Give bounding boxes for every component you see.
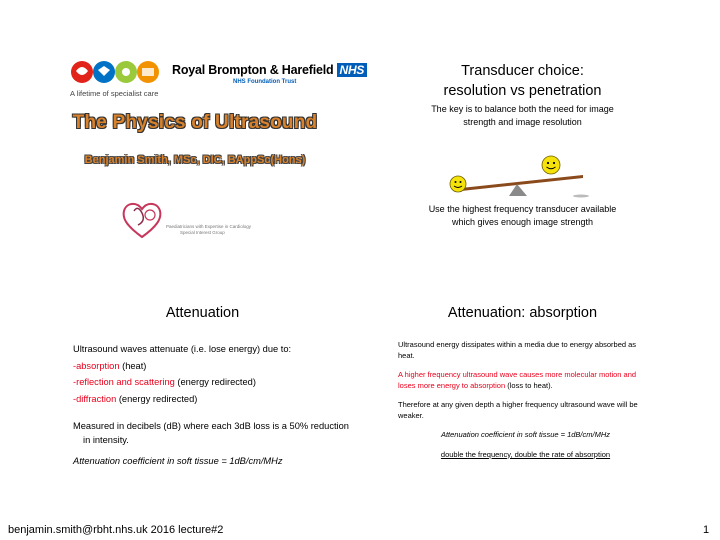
page-number: 1 <box>703 524 710 536</box>
diffraction-rest: (energy redirected) <box>116 393 198 404</box>
slide2-title-line1: Transducer choice: <box>461 63 584 79</box>
org-sub: NHS Foundation Trust <box>233 79 297 85</box>
absorption-coefficient: Attenuation coefficient in soft tissue = 1dB/cm/MHz <box>440 430 611 439</box>
tagline: A lifetime of specialist care <box>70 89 159 98</box>
attenuation-coefficient: Attenuation coefficient in soft tissue = 1dB/cm/MHz <box>73 456 283 466</box>
trust-logo-icon <box>70 58 160 86</box>
reflection-rest: (energy redirected) <box>174 377 256 387</box>
decibel-text: Measured in decibels (dB) where each 3dB loss is a 50% reduction in intensity. <box>73 421 349 445</box>
key-line-1: The key is to balance both the need for image <box>431 104 614 114</box>
absorption-rule: double the frequency, double the rate of absorption <box>440 449 611 459</box>
slide2-key-text <box>380 103 665 129</box>
slide1-title: The Physics of Ultrasound <box>72 112 318 133</box>
absorption-rest: (heat) <box>119 360 147 371</box>
use-line-2: which gives enough image strength <box>451 217 594 227</box>
slide2-title-line2: resolution vs penetration <box>443 83 602 99</box>
group-name <box>166 224 251 235</box>
slide2-use-text <box>380 203 665 229</box>
bullet-absorption <box>73 360 363 374</box>
bullet-diffraction <box>73 393 363 407</box>
slide3-title: Attenuation <box>165 305 240 321</box>
absorption-para-2-red: A higher frequency ultrasound wave causes more molecular motion and loses more energy to absorption <box>398 370 637 390</box>
author-name: Benjamin Smith, MSc, DIC, BAppSc(Hons) <box>84 154 306 166</box>
group-line-1: Paediatricians with Expertise in Cardiology <box>166 224 252 229</box>
slide4-body <box>398 340 653 460</box>
heart-logo-icon <box>120 197 165 241</box>
absorption-para-3: Therefore at any given depth a higher frequency ultrasound wave will be weaker. <box>398 400 638 420</box>
key-line-2: strength and image resolution <box>463 117 582 127</box>
smiley-left-icon <box>450 176 466 192</box>
absorption-term: -absorption <box>73 360 120 371</box>
group-line-2: Special Interest Group <box>180 229 225 235</box>
reflection-term: -reflection and scattering <box>73 377 175 387</box>
diffraction-term: -diffraction <box>73 393 117 404</box>
org-name <box>172 63 367 77</box>
attenuation-intro: Ultrasound waves attenuate (i.e. lose energy) due to: <box>73 344 292 354</box>
slide3-body <box>73 343 363 469</box>
slide4-title: Attenuation: absorption <box>447 305 598 321</box>
absorption-para-1: Ultrasound energy dissipates within a media due to energy absorbed as heat. <box>398 340 637 360</box>
use-line-1: Use the highest frequency transducer available <box>428 204 617 214</box>
org-name-text: Royal Brompton & Harefield <box>172 63 334 77</box>
smiley-right-icon <box>542 156 560 174</box>
bullet-reflection <box>73 376 363 390</box>
seesaw-balance-icon <box>443 153 598 198</box>
absorption-para-2 <box>398 370 653 391</box>
footer-text: benjamin.smith@rbht.nhs.uk 2016 lecture#2 <box>8 524 224 536</box>
nhs-badge: NHS <box>337 63 368 77</box>
absorption-para-2-rest: (loss to heat). <box>505 380 553 390</box>
slide2-title <box>380 61 665 101</box>
